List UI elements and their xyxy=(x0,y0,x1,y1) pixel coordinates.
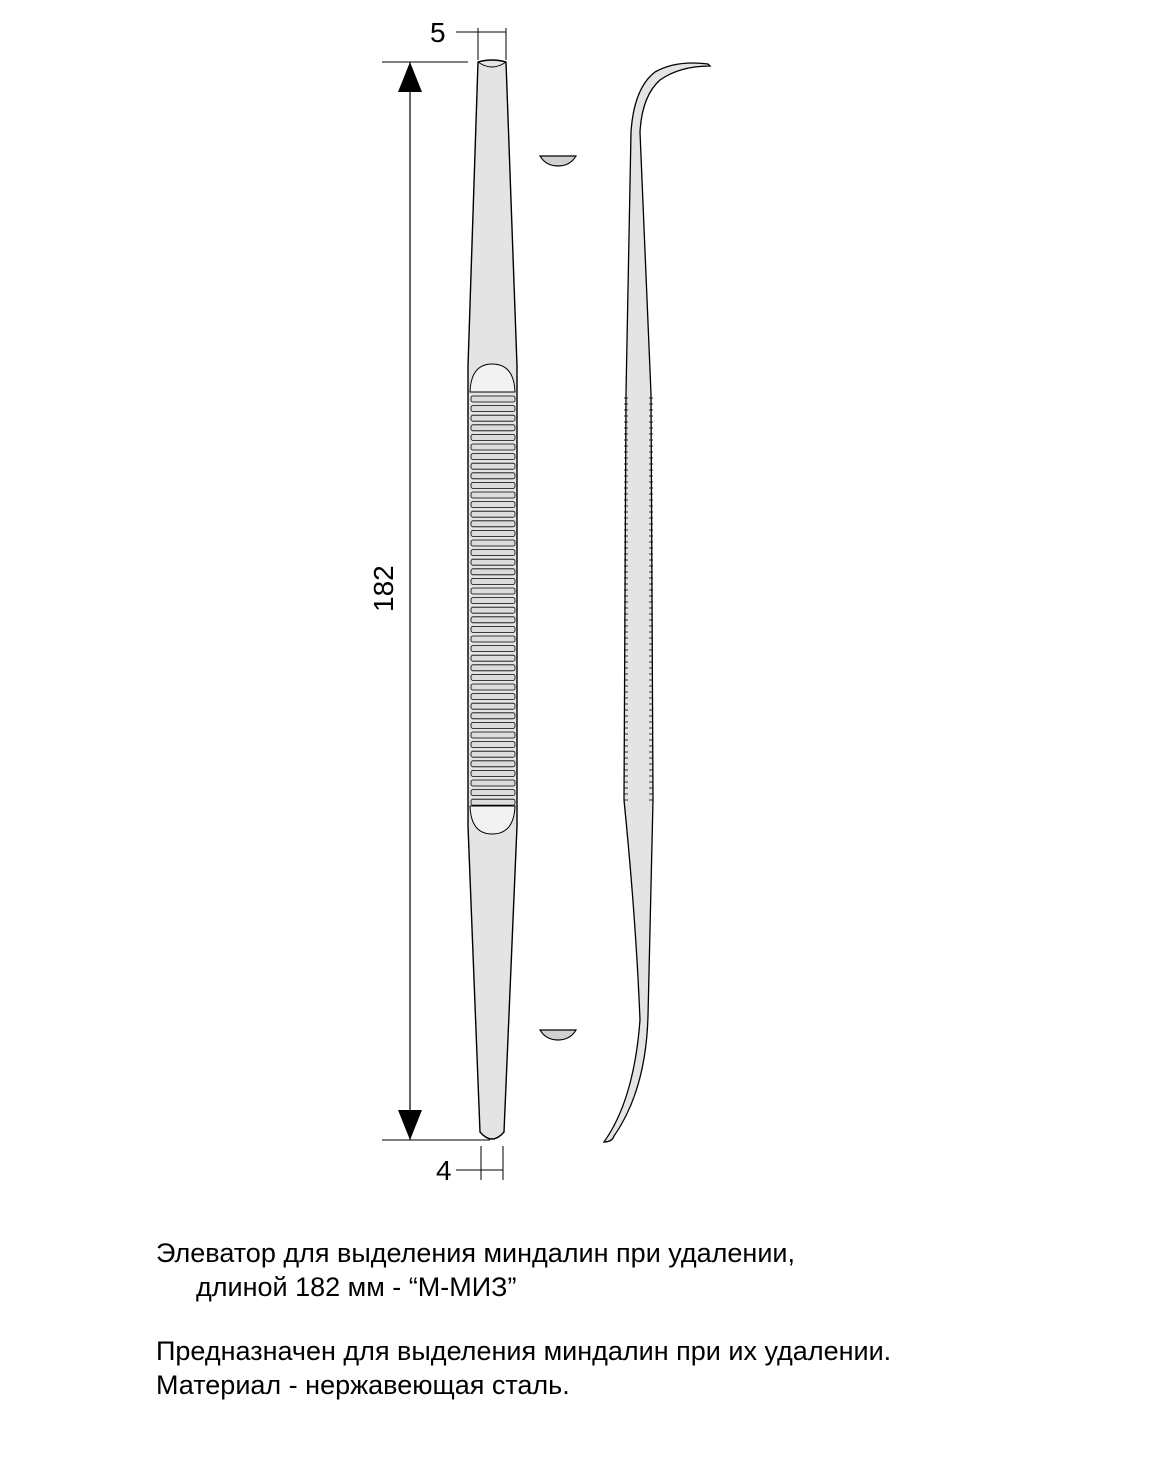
grip-rib xyxy=(471,521,515,527)
grip-rib xyxy=(471,674,515,680)
grip-rib xyxy=(471,454,515,460)
grip-rib xyxy=(471,655,515,661)
grip-rib xyxy=(471,463,515,469)
caption-description-line-1: Предназначен для выделения миндалин при их удалении. xyxy=(156,1336,892,1366)
grip-rib xyxy=(471,617,515,623)
grip-rib xyxy=(471,502,515,508)
grip-rib xyxy=(471,598,515,604)
grip-rib xyxy=(471,626,515,632)
grip-rib xyxy=(471,473,515,479)
grip-rib xyxy=(471,770,515,776)
grip-ribs xyxy=(471,396,515,805)
grip-rib xyxy=(471,694,515,700)
side-view-body xyxy=(604,63,710,1142)
grip-rib xyxy=(471,742,515,748)
grip-rib xyxy=(471,607,515,613)
blade-profile-top xyxy=(540,156,576,166)
grip-rib xyxy=(471,530,515,536)
caption-title-line-1: Элеватор для выделения миндалин при удалении, xyxy=(156,1238,795,1268)
grip-rib xyxy=(471,511,515,517)
caption-title-line-2: длиной 182 мм - “М-МИЗ” xyxy=(196,1272,517,1302)
top-width-label: 5 xyxy=(430,17,446,48)
grip-rib xyxy=(471,799,515,805)
length-label: 182 xyxy=(368,565,399,612)
grip-rib xyxy=(471,665,515,671)
arrowhead-bottom xyxy=(398,1110,422,1140)
grip-rib xyxy=(471,425,515,431)
grip-rib xyxy=(471,751,515,757)
grip-rib xyxy=(471,636,515,642)
grip-rib xyxy=(471,559,515,565)
grip-rib xyxy=(471,396,515,402)
arrowhead-top xyxy=(398,62,422,92)
grip-rib xyxy=(471,703,515,709)
grip-rib xyxy=(471,540,515,546)
grip-rib xyxy=(471,569,515,575)
grip-rib xyxy=(471,761,515,767)
grip-rib xyxy=(471,790,515,796)
grip-rib xyxy=(471,780,515,786)
grip-rib xyxy=(471,415,515,421)
grip-rib xyxy=(471,444,515,450)
grip-rib xyxy=(471,588,515,594)
grip-rib xyxy=(471,578,515,584)
grip-rib xyxy=(471,713,515,719)
grip-rib xyxy=(471,722,515,728)
grip-rib xyxy=(471,482,515,488)
grip-rib xyxy=(471,406,515,412)
top-width-dimension xyxy=(430,17,506,60)
grip-rib xyxy=(471,646,515,652)
bottom-width-dimension xyxy=(436,1146,503,1186)
grip-rib xyxy=(471,732,515,738)
grip-rib xyxy=(471,550,515,556)
elevator-front-view xyxy=(468,60,517,1139)
grip-rib xyxy=(471,492,515,498)
caption-description-line-2: Материал - нержавеющая сталь. xyxy=(156,1370,570,1400)
bottom-width-label: 4 xyxy=(436,1155,452,1186)
elevator-side-view xyxy=(604,63,710,1142)
grip-rib xyxy=(471,434,515,440)
blade-profile-bottom xyxy=(540,1030,576,1040)
grip-rib xyxy=(471,684,515,690)
